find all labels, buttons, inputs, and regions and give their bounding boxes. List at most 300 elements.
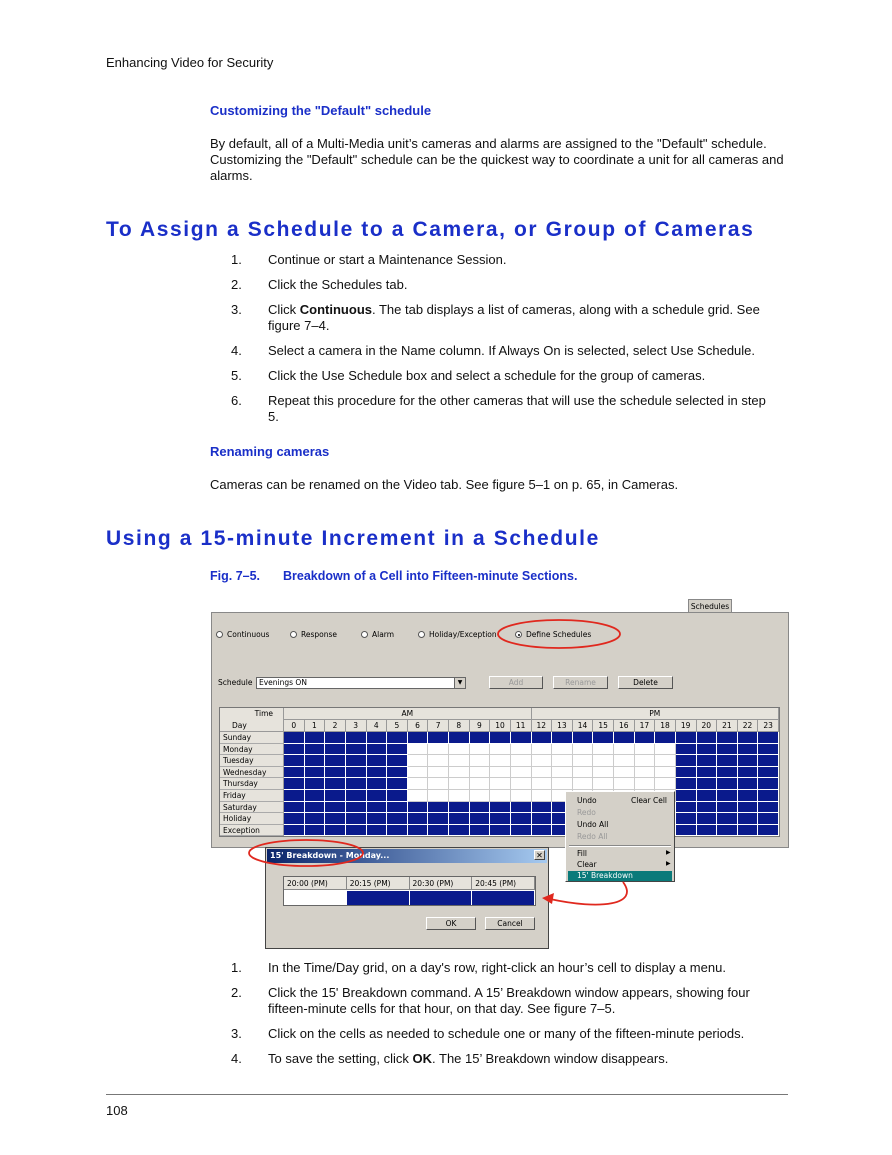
grid-cell[interactable]: [470, 732, 491, 744]
grid-cell[interactable]: [676, 744, 697, 756]
grid-cell[interactable]: [758, 825, 779, 837]
hour-header[interactable]: 3: [346, 720, 367, 732]
grid-cell[interactable]: [428, 755, 449, 767]
menu-item-fill[interactable]: Fill: [577, 849, 588, 858]
grid-cell[interactable]: [738, 813, 759, 825]
grid-cell[interactable]: [325, 825, 346, 837]
grid-cell[interactable]: [346, 744, 367, 756]
grid-cell[interactable]: [758, 732, 779, 744]
grid-cell[interactable]: [325, 767, 346, 779]
step-item: [231, 1051, 776, 1067]
grid-cell[interactable]: [490, 778, 511, 790]
grid-cell[interactable]: [387, 790, 408, 802]
grid-cell[interactable]: [717, 790, 738, 802]
grid-cell[interactable]: [367, 802, 388, 814]
grid-cell[interactable]: [305, 790, 326, 802]
hour-header[interactable]: 6: [408, 720, 429, 732]
grid-cell[interactable]: [470, 825, 491, 837]
grid-cell[interactable]: [490, 732, 511, 744]
grid-cell[interactable]: [305, 744, 326, 756]
breakdown-cell[interactable]: [472, 891, 535, 905]
grid-cell[interactable]: [573, 767, 594, 779]
grid-cell[interactable]: [738, 778, 759, 790]
hour-header[interactable]: 21: [717, 720, 738, 732]
grid-cell[interactable]: [532, 767, 553, 779]
grid-cell[interactable]: [284, 825, 305, 837]
grid-cell[interactable]: [758, 778, 779, 790]
step-text: To save the setting, click: [268, 1051, 413, 1066]
hour-header[interactable]: 1: [305, 720, 326, 732]
step-text: Click on the cells as needed to schedule one or many of the fifteen-minute periods.: [268, 1026, 745, 1041]
grid-cell[interactable]: [408, 732, 429, 744]
grid-cell[interactable]: [511, 755, 532, 767]
grid-cell[interactable]: [305, 802, 326, 814]
grid-cell[interactable]: [614, 755, 635, 767]
grid-cell[interactable]: [490, 744, 511, 756]
grid-cell[interactable]: [490, 825, 511, 837]
grid-cell[interactable]: [387, 744, 408, 756]
schedule-select[interactable]: [256, 677, 466, 689]
rename-button[interactable]: Rename: [553, 676, 608, 689]
grid-cell[interactable]: [676, 825, 697, 837]
step-item: [231, 1026, 776, 1042]
grid-cell[interactable]: [387, 755, 408, 767]
hour-header[interactable]: 22: [738, 720, 759, 732]
grid-cell[interactable]: [532, 744, 553, 756]
grid-cell[interactable]: [738, 767, 759, 779]
pm-header: PM: [532, 708, 780, 720]
grid-cell[interactable]: [635, 755, 656, 767]
grid-cell[interactable]: [717, 767, 738, 779]
grid-cell[interactable]: [758, 813, 779, 825]
grid-cell[interactable]: [593, 767, 614, 779]
step-text: Click: [268, 302, 300, 317]
grid-cell[interactable]: [449, 813, 470, 825]
grid-cell[interactable]: [305, 732, 326, 744]
grid-cell[interactable]: [284, 732, 305, 744]
grid-cell[interactable]: [511, 767, 532, 779]
figure-label: Fig. 7–5.: [210, 569, 261, 583]
grid-cell[interactable]: [697, 732, 718, 744]
grid-cell[interactable]: [697, 813, 718, 825]
ok-button[interactable]: OK: [426, 917, 476, 930]
step-number: 4.: [231, 343, 242, 358]
grid-cell[interactable]: [676, 790, 697, 802]
step-text: Select a camera in the Name column. If Always On is selected, select Use Schedule.: [268, 343, 756, 358]
grid-cell[interactable]: [758, 755, 779, 767]
grid-cell[interactable]: [346, 790, 367, 802]
step-text: Continue or start a Maintenance Session.: [268, 252, 507, 267]
step-number: 2.: [231, 985, 242, 1000]
grid-cell[interactable]: [346, 767, 367, 779]
hour-header[interactable]: 8: [449, 720, 470, 732]
menu-item-redo[interactable]: Redo: [577, 808, 596, 817]
grid-cell[interactable]: [408, 778, 429, 790]
breakdown-grid: [283, 876, 536, 906]
grid-cell[interactable]: [408, 744, 429, 756]
grid-cell[interactable]: [717, 813, 738, 825]
step-text: . The tab displays a list of cameras, along with a schedule grid. See figure 7–4.: [268, 302, 760, 333]
grid-cell[interactable]: [305, 825, 326, 837]
grid-cell[interactable]: [676, 767, 697, 779]
time-day-grid: [219, 707, 780, 837]
grid-cell[interactable]: [655, 744, 676, 756]
grid-cell[interactable]: [511, 802, 532, 814]
step-item: [231, 368, 776, 384]
step-text: Click the Schedules tab.: [268, 277, 408, 292]
grid-cell[interactable]: [367, 778, 388, 790]
hour-header[interactable]: 19: [676, 720, 697, 732]
hour-header[interactable]: 10: [490, 720, 511, 732]
submenu-arrow-icon: ▶: [666, 860, 671, 867]
grid-cell[interactable]: [346, 802, 367, 814]
grid-cell[interactable]: [470, 767, 491, 779]
grid-cell[interactable]: [284, 778, 305, 790]
grid-cell[interactable]: [325, 813, 346, 825]
grid-cell[interactable]: [284, 813, 305, 825]
hour-header[interactable]: 13: [552, 720, 573, 732]
grid-cell[interactable]: [449, 802, 470, 814]
grid-cell[interactable]: [552, 767, 573, 779]
grid-cell[interactable]: [511, 732, 532, 744]
grid-cell[interactable]: [490, 767, 511, 779]
menu-item-redo-all[interactable]: Redo All: [577, 832, 608, 841]
hour-header[interactable]: 4: [367, 720, 388, 732]
grid-cell[interactable]: [408, 755, 429, 767]
grid-cell[interactable]: [449, 825, 470, 837]
step-item: [231, 393, 776, 425]
grid-cell[interactable]: [305, 778, 326, 790]
grid-cell[interactable]: [758, 767, 779, 779]
grid-cell[interactable]: [511, 790, 532, 802]
grid-cell[interactable]: [738, 825, 759, 837]
grid-cell[interactable]: [676, 732, 697, 744]
radio-response[interactable]: [290, 630, 337, 639]
grid-cell[interactable]: [593, 778, 614, 790]
grid-cell[interactable]: [593, 755, 614, 767]
grid-cell[interactable]: [655, 767, 676, 779]
assign-schedule-steps: [231, 252, 776, 434]
grid-cell[interactable]: [758, 802, 779, 814]
grid-cell[interactable]: [635, 767, 656, 779]
grid-cell[interactable]: [387, 802, 408, 814]
grid-cell[interactable]: [305, 755, 326, 767]
grid-cell[interactable]: [532, 790, 553, 802]
assign-schedule-title: To Assign a Schedule to a Camera, or Group of Cameras: [106, 218, 755, 241]
step-text: Click the Use Schedule box and select a schedule for the group of cameras.: [268, 368, 706, 383]
radio-label: Holiday/Exception: [429, 630, 497, 639]
grid-cell[interactable]: [428, 802, 449, 814]
hour-header[interactable]: 14: [573, 720, 594, 732]
menu-item-15-breakdown[interactable]: 15' Breakdown: [568, 871, 672, 881]
grid-cell[interactable]: [428, 813, 449, 825]
grid-cell[interactable]: [655, 732, 676, 744]
grid-cell[interactable]: [490, 802, 511, 814]
grid-cell[interactable]: [408, 790, 429, 802]
grid-cell[interactable]: [346, 778, 367, 790]
grid-cell[interactable]: [325, 744, 346, 756]
grid-cell[interactable]: [614, 778, 635, 790]
grid-cell[interactable]: [470, 755, 491, 767]
grid-cell[interactable]: [346, 732, 367, 744]
grid-cell[interactable]: [717, 755, 738, 767]
radio-indicator: [290, 631, 297, 638]
grid-cell[interactable]: [697, 790, 718, 802]
grid-cell[interactable]: [408, 813, 429, 825]
grid-cell[interactable]: [758, 744, 779, 756]
step-item: [231, 252, 776, 268]
default-schedule-paragraph: By default, all of a Multi-Media unit’s cameras and alarms are assigned to the "Default" schedule. Customizing the "Default" schedule can be the quickest way to coordinate a unit for all cameras and alarms.: [210, 136, 784, 183]
dialog-title: 15' Breakdown - Monday...: [267, 849, 547, 863]
grid-cell[interactable]: [284, 744, 305, 756]
grid-cell[interactable]: [532, 778, 553, 790]
hour-header[interactable]: 18: [655, 720, 676, 732]
grid-cell[interactable]: [284, 802, 305, 814]
grid-cell[interactable]: [284, 767, 305, 779]
page-number: 108: [106, 1103, 128, 1118]
step-emphasis: OK: [412, 1051, 433, 1066]
grid-cell[interactable]: [511, 813, 532, 825]
grid-cell[interactable]: [697, 744, 718, 756]
grid-cell[interactable]: [325, 755, 346, 767]
am-header: AM: [284, 708, 532, 720]
context-menu: [565, 791, 675, 882]
hour-header[interactable]: 2: [325, 720, 346, 732]
hour-header[interactable]: 11: [511, 720, 532, 732]
breakdown-cell[interactable]: [284, 891, 347, 905]
radio-continuous[interactable]: [216, 630, 269, 639]
grid-cell[interactable]: [305, 767, 326, 779]
grid-cell[interactable]: [573, 732, 594, 744]
grid-cell[interactable]: [470, 778, 491, 790]
grid-cell[interactable]: [325, 802, 346, 814]
grid-cell[interactable]: [738, 732, 759, 744]
hour-header[interactable]: 23: [758, 720, 779, 732]
grid-cell[interactable]: [697, 825, 718, 837]
grid-corner: [220, 708, 284, 732]
grid-cell[interactable]: [511, 825, 532, 837]
grid-cell[interactable]: [367, 732, 388, 744]
grid-cell[interactable]: [470, 802, 491, 814]
breakdown-column-header: 20:00 (PM): [284, 877, 347, 890]
grid-cell[interactable]: [552, 778, 573, 790]
step-item: [231, 343, 776, 359]
grid-cell[interactable]: [428, 790, 449, 802]
grid-cell[interactable]: [470, 813, 491, 825]
grid-cell[interactable]: [367, 813, 388, 825]
grid-cell[interactable]: [614, 732, 635, 744]
grid-cell[interactable]: [593, 744, 614, 756]
grid-cell[interactable]: [367, 755, 388, 767]
hour-header[interactable]: 16: [614, 720, 635, 732]
grid-cell[interactable]: [428, 767, 449, 779]
day-row-label: Exception: [220, 825, 284, 837]
step-item: [231, 985, 776, 1017]
step-number: 5.: [231, 368, 242, 383]
grid-cell[interactable]: [532, 755, 553, 767]
grid-cell[interactable]: [346, 813, 367, 825]
hour-header[interactable]: 7: [428, 720, 449, 732]
grid-cell[interactable]: [470, 744, 491, 756]
grid-cell[interactable]: [428, 744, 449, 756]
grid-cell[interactable]: [717, 802, 738, 814]
close-icon[interactable]: ✕: [534, 850, 545, 860]
annotation-arrow: [550, 882, 627, 905]
grid-cell[interactable]: [367, 767, 388, 779]
grid-cell[interactable]: [284, 755, 305, 767]
grid-cell[interactable]: [449, 755, 470, 767]
grid-cell[interactable]: [449, 778, 470, 790]
breakdown-cell[interactable]: [410, 891, 473, 905]
day-label: Day: [232, 721, 247, 730]
grid-cell[interactable]: [490, 755, 511, 767]
cancel-button[interactable]: Cancel: [485, 917, 535, 930]
grid-cell[interactable]: [697, 778, 718, 790]
grid-cell[interactable]: [738, 744, 759, 756]
grid-cell[interactable]: [449, 732, 470, 744]
grid-cell[interactable]: [284, 790, 305, 802]
grid-cell[interactable]: [428, 778, 449, 790]
grid-cell[interactable]: [655, 755, 676, 767]
radio-holiday-exception[interactable]: [418, 630, 497, 639]
grid-cell[interactable]: [532, 732, 553, 744]
grid-cell[interactable]: [532, 813, 553, 825]
grid-cell[interactable]: [367, 744, 388, 756]
step-item: [231, 277, 776, 293]
tab-schedules[interactable]: Schedules: [688, 599, 732, 612]
breakdown-cell[interactable]: [347, 891, 410, 905]
footer-divider: [106, 1094, 788, 1095]
grid-cell[interactable]: [449, 790, 470, 802]
day-row-label: Sunday: [220, 732, 284, 744]
grid-cell[interactable]: [408, 825, 429, 837]
grid-cell[interactable]: [408, 802, 429, 814]
breakdown-column-header: 20:45 (PM): [472, 877, 535, 890]
grid-cell[interactable]: [490, 813, 511, 825]
delete-button[interactable]: Delete: [618, 676, 673, 689]
grid-cell[interactable]: [738, 802, 759, 814]
grid-cell[interactable]: [367, 825, 388, 837]
breakdown-column-header: 20:30 (PM): [410, 877, 473, 890]
grid-cell[interactable]: [676, 755, 697, 767]
step-emphasis: Continuous: [299, 302, 372, 317]
grid-cell[interactable]: [387, 767, 408, 779]
menu-item-clear-cell[interactable]: Clear Cell: [631, 796, 668, 805]
radio-alarm[interactable]: [361, 630, 394, 639]
step-text: In the Time/Day grid, on a day's row, right-click an hour’s cell to display a menu.: [268, 960, 726, 975]
grid-cell[interactable]: [490, 790, 511, 802]
renaming-paragraph: Cameras can be renamed on the Video tab. See figure 5–1 on p. 65, in Cameras.: [210, 477, 679, 492]
grid-cell[interactable]: [428, 732, 449, 744]
grid-cell[interactable]: [676, 802, 697, 814]
grid-cell[interactable]: [387, 825, 408, 837]
grid-cell[interactable]: [697, 767, 718, 779]
grid-cell[interactable]: [738, 755, 759, 767]
grid-cell[interactable]: [552, 755, 573, 767]
grid-cell[interactable]: [635, 744, 656, 756]
grid-cell[interactable]: [552, 732, 573, 744]
grid-cell[interactable]: [367, 790, 388, 802]
grid-cell[interactable]: [614, 744, 635, 756]
grid-cell[interactable]: [470, 790, 491, 802]
grid-cell[interactable]: [573, 755, 594, 767]
section-heading-default-schedule: Customizing the "Default" schedule: [210, 103, 432, 118]
grid-cell[interactable]: [305, 813, 326, 825]
grid-cell[interactable]: [532, 825, 553, 837]
grid-cell[interactable]: [511, 744, 532, 756]
grid-cell[interactable]: [614, 767, 635, 779]
grid-cell[interactable]: [573, 778, 594, 790]
grid-cell[interactable]: [717, 825, 738, 837]
grid-cell[interactable]: [532, 802, 553, 814]
step-text: Repeat this procedure for the other cameras that will use the schedule selected in step 5.: [268, 393, 766, 424]
step-text: . The 15’ Breakdown window disappears.: [432, 1051, 669, 1066]
hour-header[interactable]: 0: [284, 720, 305, 732]
grid-cell[interactable]: [346, 755, 367, 767]
grid-cell[interactable]: [717, 732, 738, 744]
radio-define-schedules[interactable]: [515, 630, 591, 639]
day-row-label: Holiday: [220, 813, 284, 825]
grid-cell[interactable]: [346, 825, 367, 837]
hour-header[interactable]: 17: [635, 720, 656, 732]
hour-header[interactable]: 5: [387, 720, 408, 732]
grid-cell[interactable]: [408, 767, 429, 779]
grid-cell[interactable]: [655, 778, 676, 790]
increment-title: Using a 15-minute Increment in a Schedule: [106, 527, 600, 550]
menu-item-undo-all[interactable]: Undo All: [577, 820, 609, 829]
add-button[interactable]: Add: [489, 676, 543, 689]
grid-cell[interactable]: [738, 790, 759, 802]
submenu-arrow-icon: ▶: [666, 849, 671, 856]
hour-header[interactable]: 9: [470, 720, 491, 732]
grid-cell[interactable]: [717, 778, 738, 790]
step-item: [231, 960, 776, 976]
running-header: Enhancing Video for Security: [106, 55, 274, 70]
time-label: Time: [254, 709, 273, 718]
grid-cell[interactable]: [676, 778, 697, 790]
grid-cell[interactable]: [449, 744, 470, 756]
grid-cell[interactable]: [593, 732, 614, 744]
grid-cell[interactable]: [428, 825, 449, 837]
hour-header[interactable]: 15: [593, 720, 614, 732]
grid-cell[interactable]: [325, 732, 346, 744]
grid-cell[interactable]: [449, 767, 470, 779]
chevron-down-icon[interactable]: ▼: [454, 678, 465, 688]
grid-cell[interactable]: [387, 778, 408, 790]
grid-cell[interactable]: [325, 790, 346, 802]
menu-item-clear[interactable]: Clear: [577, 860, 597, 869]
grid-cell[interactable]: [552, 744, 573, 756]
grid-cell[interactable]: [717, 744, 738, 756]
grid-cell[interactable]: [387, 732, 408, 744]
grid-cell[interactable]: [676, 813, 697, 825]
hour-header[interactable]: 20: [697, 720, 718, 732]
grid-cell[interactable]: [697, 802, 718, 814]
grid-cell[interactable]: [573, 744, 594, 756]
grid-cell[interactable]: [758, 790, 779, 802]
grid-cell[interactable]: [325, 778, 346, 790]
day-row-label: Friday: [220, 790, 284, 802]
section-heading-renaming: Renaming cameras: [210, 444, 330, 459]
grid-cell[interactable]: [511, 778, 532, 790]
grid-cell[interactable]: [387, 813, 408, 825]
step-number: 4.: [231, 1051, 242, 1066]
grid-cell[interactable]: [697, 755, 718, 767]
grid-cell[interactable]: [635, 778, 656, 790]
menu-item-undo[interactable]: Undo: [577, 796, 597, 805]
grid-cell[interactable]: [635, 732, 656, 744]
hour-header[interactable]: 12: [532, 720, 553, 732]
